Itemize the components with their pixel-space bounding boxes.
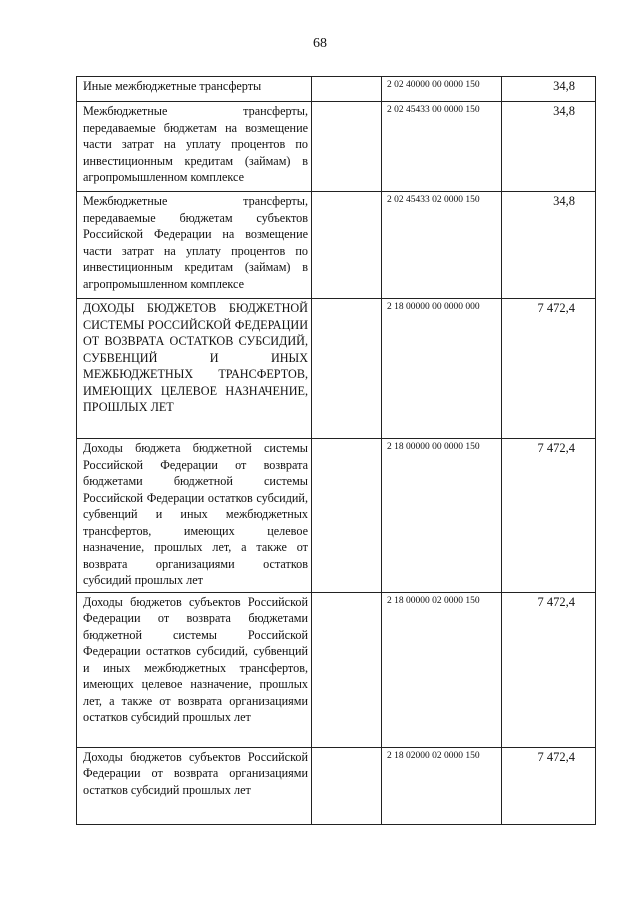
table-row: [77, 439, 596, 593]
amount-cell: 34,8: [553, 79, 575, 93]
amount-cell: 7 472,4: [537, 301, 575, 315]
revenue-name-cell: Межбюджетные трансферты, передаваемые бюджетам на возмещение части затрат на уплату процентов по инвестиционным кредитам (займам) в агропромышленном комплексе: [83, 104, 308, 184]
budget-revenue-table: [76, 76, 596, 825]
budget-classification-code-cell: 2 02 40000 00 0000 150: [387, 80, 480, 90]
budget-classification-code-cell: 2 18 02000 02 0000 150: [387, 750, 480, 761]
table-row: [77, 77, 596, 102]
table-row: [77, 592, 596, 747]
amount-cell: 34,8: [553, 104, 575, 118]
amount-cell: 7 472,4: [537, 749, 575, 764]
amount-cell: 7 472,4: [537, 594, 575, 609]
budget-classification-code-cell: 2 02 45433 02 0000 150: [387, 195, 480, 205]
amount-cell: 34,8: [553, 194, 575, 208]
revenue-name-cell: Иные межбюджетные трансферты: [83, 79, 262, 93]
table-row: [77, 747, 596, 824]
revenue-name-cell: Доходы бюджетов субъектов Российской Федерации от возврата организациями остатков субсидий прошлых лет: [83, 749, 308, 797]
budget-classification-code-cell: 2 02 45433 00 0000 150: [387, 105, 480, 115]
revenue-name-cell: Доходы бюджетов субъектов Российской Федерации от возврата бюджетами бюджетной системы Российской Федерации остатков субсидий, субвенций и иных межбюджетных трансфертов, имеющих целевое назначение, прошлых лет, а также от возврата организациями остатков субсидий прошлых лет: [83, 594, 308, 724]
budget-classification-code-cell: 2 18 00000 02 0000 150: [387, 595, 480, 606]
revenue-name-cell: Межбюджетные трансферты, передаваемые бюджетам субъектов Российской Федерации на возмещение части затрат на уплату процентов по инвестиционным кредитам (займам) в агропромышленном комплексе: [83, 194, 308, 291]
table-row: [77, 102, 596, 192]
budget-classification-code-cell: 2 18 00000 00 0000 150: [387, 442, 480, 452]
revenue-name-cell: ДОХОДЫ БЮДЖЕТОВ БЮДЖЕТНОЙ СИСТЕМЫ РОССИЙСКОЙ ФЕДЕРАЦИИ ОТ ВОЗВРАТА ОСТАТКОВ СУБСИДИЙ, СУБВЕНЦИЙ И ИНЫХ МЕЖБЮДЖЕТНЫХ ТРАНСФЕРТОВ, ИМЕЮЩИХ ЦЕЛЕВОЕ НАЗНАЧЕНИЕ, ПРОШЛЫХ ЛЕТ: [83, 301, 308, 414]
table-row: [77, 299, 596, 439]
budget-classification-code-cell: 2 18 00000 00 0000 000: [387, 302, 480, 312]
table-row: [77, 192, 596, 299]
amount-cell: 7 472,4: [537, 441, 575, 455]
page-number: 68: [313, 36, 327, 51]
revenue-name-cell: Доходы бюджета бюджетной системы Российской Федерации от возврата бюджетами бюджетной системы Российской Федерации остатков субсидий, субвенций и иных межбюджетных трансфертов, имеющих целевое назначение, прошлых лет, а также от возврата организациями остатков субсидий прошлых лет: [83, 441, 308, 587]
